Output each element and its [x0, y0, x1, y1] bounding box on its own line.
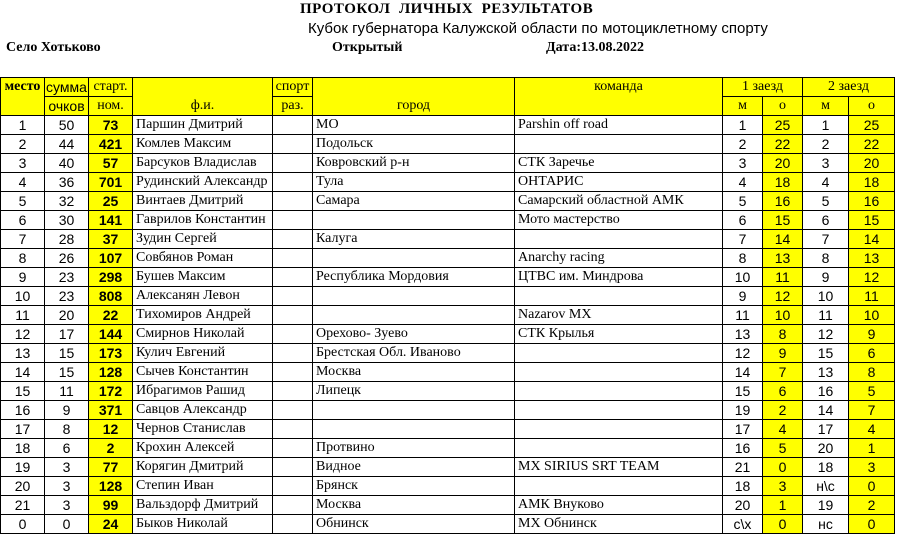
place-cell: 10 [1, 287, 45, 306]
col-race2-header: 2 заезд [803, 78, 895, 97]
race1-points-cell: 9 [763, 344, 803, 363]
place-cell: 8 [1, 249, 45, 268]
race1-points-cell: 10 [763, 306, 803, 325]
col-sum-header-1: сумма [46, 79, 87, 95]
col-city-header: город [313, 78, 515, 116]
points-total-cell: 15 [45, 363, 89, 382]
points-total-cell: 11 [45, 382, 89, 401]
race2-position-cell: 19 [803, 496, 849, 515]
start-number-cell: 421 [89, 135, 133, 154]
table-row [1, 230, 895, 249]
sport-rank-cell [273, 344, 313, 363]
race2-points-cell: 25 [849, 116, 895, 135]
col-race2-points-header: о [849, 97, 895, 116]
rider-name-cell: Комлев Максим [133, 135, 273, 154]
race1-position-cell: 5 [723, 192, 763, 211]
points-total-cell: 30 [45, 211, 89, 230]
city-cell: Самара [313, 192, 515, 211]
event-date [546, 40, 644, 56]
place-cell: 13 [1, 344, 45, 363]
col-sum-header-2: очков [45, 97, 89, 116]
place-cell: 5 [1, 192, 45, 211]
place-cell: 11 [1, 306, 45, 325]
team-cell [515, 382, 723, 401]
city-cell [313, 306, 515, 325]
city-cell: Калуга [313, 230, 515, 249]
place-cell: 3 [1, 154, 45, 173]
team-cell [515, 344, 723, 363]
race2-position-cell: 6 [803, 211, 849, 230]
race2-points-cell: 4 [849, 420, 895, 439]
rider-name-cell: Смирнов Николай [133, 325, 273, 344]
points-total-cell: 40 [45, 154, 89, 173]
city-cell: МО [313, 116, 515, 135]
col-start-header-2: ном. [89, 97, 133, 116]
race2-points-cell: 20 [849, 154, 895, 173]
col-race1-position-header: м [723, 97, 763, 116]
race2-position-cell: 16 [803, 382, 849, 401]
rider-name-cell: Вальздорф Дмитрий [133, 496, 273, 515]
rider-name-cell: Паршин Дмитрий [133, 116, 273, 135]
col-team-header: команда [515, 78, 723, 116]
rider-name-cell: Зудин Сергей [133, 230, 273, 249]
rider-name-cell: Быков Николай [133, 515, 273, 534]
start-number-cell: 12 [89, 420, 133, 439]
place-cell: 4 [1, 173, 45, 192]
race1-points-cell: 22 [763, 135, 803, 154]
race2-points-cell: 11 [849, 287, 895, 306]
team-cell [515, 439, 723, 458]
sport-rank-cell [273, 154, 313, 173]
race1-points-cell: 15 [763, 211, 803, 230]
race2-points-cell: 7 [849, 401, 895, 420]
race2-position-cell: 20 [803, 439, 849, 458]
race2-points-cell: 5 [849, 382, 895, 401]
col-place-header: место [1, 78, 45, 116]
rider-name-cell: Тихомиров Андрей [133, 306, 273, 325]
place-cell: 17 [1, 420, 45, 439]
race1-position-cell: 4 [723, 173, 763, 192]
place-cell: 1 [1, 116, 45, 135]
city-cell: Тула [313, 173, 515, 192]
start-number-cell: 141 [89, 211, 133, 230]
city-cell: Видное [313, 458, 515, 477]
city-cell: Москва [313, 363, 515, 382]
race2-points-cell: 10 [849, 306, 895, 325]
sport-rank-cell [273, 230, 313, 249]
race1-position-cell: 14 [723, 363, 763, 382]
rider-name-cell: Степин Иван [133, 477, 273, 496]
place-cell: 20 [1, 477, 45, 496]
points-total-cell: 26 [45, 249, 89, 268]
race2-points-cell: 2 [849, 496, 895, 515]
city-cell: Обнинск [313, 515, 515, 534]
sport-rank-cell [273, 420, 313, 439]
points-total-cell: 6 [45, 439, 89, 458]
sport-rank-cell [273, 306, 313, 325]
start-number-cell: 37 [89, 230, 133, 249]
rider-name-cell: Барсуков Владислав [133, 154, 273, 173]
table-row [1, 496, 895, 515]
race1-position-cell: 15 [723, 382, 763, 401]
race1-points-cell: 0 [763, 458, 803, 477]
points-total-cell: 20 [45, 306, 89, 325]
table-row [1, 249, 895, 268]
race1-position-cell: 19 [723, 401, 763, 420]
race2-position-cell: 8 [803, 249, 849, 268]
race1-points-cell: 8 [763, 325, 803, 344]
race2-position-cell: 9 [803, 268, 849, 287]
sport-rank-cell [273, 135, 313, 154]
table-row [1, 420, 895, 439]
start-number-cell: 99 [89, 496, 133, 515]
points-total-cell: 23 [45, 287, 89, 306]
race2-points-cell: 16 [849, 192, 895, 211]
sport-rank-cell [273, 496, 313, 515]
team-cell [515, 287, 723, 306]
competition-name: Кубок губернатора Калужской области по мотоциклетному спорту [308, 20, 768, 37]
venue: Село Хотьково [6, 40, 101, 55]
points-total-cell: 9 [45, 401, 89, 420]
team-cell [515, 401, 723, 420]
race1-position-cell: 16 [723, 439, 763, 458]
table-row [1, 401, 895, 420]
race1-points-cell: 5 [763, 439, 803, 458]
city-cell: Брестская Обл. Иваново [313, 344, 515, 363]
header-row-1 [1, 78, 895, 97]
col-race1-points-header: о [763, 97, 803, 116]
team-cell [515, 135, 723, 154]
city-cell [313, 287, 515, 306]
city-cell [313, 211, 515, 230]
place-cell: 2 [1, 135, 45, 154]
place-cell: 12 [1, 325, 45, 344]
start-number-cell: 57 [89, 154, 133, 173]
race1-points-cell: 4 [763, 420, 803, 439]
team-cell: Anarchy racing [515, 249, 723, 268]
team-cell: ОНТАРИС [515, 173, 723, 192]
race2-points-cell: 1 [849, 439, 895, 458]
sport-rank-cell [273, 477, 313, 496]
table-row [1, 154, 895, 173]
rider-name-cell: Винтаев Дмитрий [133, 192, 273, 211]
city-cell [313, 420, 515, 439]
race2-position-cell: 18 [803, 458, 849, 477]
race1-position-cell: 13 [723, 325, 763, 344]
race1-points-cell: 18 [763, 173, 803, 192]
start-number-cell: 173 [89, 344, 133, 363]
race2-points-cell: 3 [849, 458, 895, 477]
col-race2-position-header: м [803, 97, 849, 116]
start-number-cell: 77 [89, 458, 133, 477]
city-cell: Ковровский р-н [313, 154, 515, 173]
team-cell: Самарский областной АМК [515, 192, 723, 211]
race1-position-cell: 12 [723, 344, 763, 363]
points-total-cell: 3 [45, 496, 89, 515]
place-cell: 19 [1, 458, 45, 477]
start-number-cell: 701 [89, 173, 133, 192]
sport-rank-cell [273, 287, 313, 306]
race2-position-cell: 7 [803, 230, 849, 249]
rider-name-cell: Бушев Максим [133, 268, 273, 287]
col-rank-header-2: раз. [273, 97, 313, 116]
place-cell: 14 [1, 363, 45, 382]
rider-name-cell: Чернов Станислав [133, 420, 273, 439]
race2-position-cell: 5 [803, 192, 849, 211]
team-cell: Nazarov MX [515, 306, 723, 325]
sport-rank-cell [273, 439, 313, 458]
race1-points-cell: 14 [763, 230, 803, 249]
place-cell: 18 [1, 439, 45, 458]
place-cell: 6 [1, 211, 45, 230]
document-title: ПРОТОКОЛ ЛИЧНЫХ РЕЗУЛЬТАТОВ [300, 1, 594, 17]
race2-position-cell: нс [803, 515, 849, 534]
race1-position-cell: 17 [723, 420, 763, 439]
race1-position-cell: 10 [723, 268, 763, 287]
race2-points-cell: 15 [849, 211, 895, 230]
race1-points-cell: 20 [763, 154, 803, 173]
start-number-cell: 107 [89, 249, 133, 268]
sport-rank-cell [273, 173, 313, 192]
sport-rank-cell [273, 325, 313, 344]
table-row [1, 135, 895, 154]
sport-rank-cell [273, 515, 313, 534]
city-cell [313, 401, 515, 420]
race2-points-cell: 18 [849, 173, 895, 192]
race2-position-cell: 12 [803, 325, 849, 344]
city-cell: Брянск [313, 477, 515, 496]
place-cell: 16 [1, 401, 45, 420]
results-table [0, 77, 895, 534]
place-cell: 9 [1, 268, 45, 287]
race1-position-cell: 11 [723, 306, 763, 325]
race2-points-cell: 9 [849, 325, 895, 344]
city-cell: Республика Мордовия [313, 268, 515, 287]
race2-position-cell: 15 [803, 344, 849, 363]
start-number-cell: 2 [89, 439, 133, 458]
rider-name-cell: Кулич Евгений [133, 344, 273, 363]
col-start-header-1: старт. [89, 78, 133, 97]
race1-points-cell: 0 [763, 515, 803, 534]
race2-points-cell: 14 [849, 230, 895, 249]
table-row [1, 382, 895, 401]
start-number-cell: 298 [89, 268, 133, 287]
place-cell: 0 [1, 515, 45, 534]
points-total-cell: 50 [45, 116, 89, 135]
start-number-cell: 25 [89, 192, 133, 211]
points-total-cell: 8 [45, 420, 89, 439]
points-total-cell: 15 [45, 344, 89, 363]
race1-points-cell: 12 [763, 287, 803, 306]
race2-points-cell: 22 [849, 135, 895, 154]
race2-position-cell: 1 [803, 116, 849, 135]
rider-name-cell: Крохин Алексей [133, 439, 273, 458]
team-cell: СТК Крылья [515, 325, 723, 344]
race1-position-cell: 20 [723, 496, 763, 515]
date-value: 13.08.2022 [580, 40, 644, 55]
rider-name-cell: Корягин Дмитрий [133, 458, 273, 477]
start-number-cell: 144 [89, 325, 133, 344]
team-cell: Мото мастерство [515, 211, 723, 230]
rider-name-cell: Сычев Константин [133, 363, 273, 382]
race1-points-cell: 7 [763, 363, 803, 382]
rider-name-cell: Савцов Александр [133, 401, 273, 420]
race1-points-cell: 13 [763, 249, 803, 268]
col-rank-header-1: спорт [273, 78, 313, 97]
race1-points-cell: 6 [763, 382, 803, 401]
points-total-cell: 44 [45, 135, 89, 154]
team-cell: ЦТВС им. Миндрова [515, 268, 723, 287]
team-cell [515, 363, 723, 382]
col-name-header: ф.и. [133, 78, 273, 116]
city-cell: Протвино [313, 439, 515, 458]
points-total-cell: 36 [45, 173, 89, 192]
race2-points-cell: 0 [849, 515, 895, 534]
race2-position-cell: 4 [803, 173, 849, 192]
race2-points-cell: 6 [849, 344, 895, 363]
table-row [1, 306, 895, 325]
race2-position-cell: 14 [803, 401, 849, 420]
sport-rank-cell [273, 401, 313, 420]
place-cell: 7 [1, 230, 45, 249]
race1-position-cell: 21 [723, 458, 763, 477]
points-total-cell: 3 [45, 477, 89, 496]
race2-position-cell: 13 [803, 363, 849, 382]
start-number-cell: 128 [89, 477, 133, 496]
rider-name-cell: Ибрагимов Рашид [133, 382, 273, 401]
sport-rank-cell [273, 382, 313, 401]
rider-name-cell: Алексанян Левон [133, 287, 273, 306]
sport-rank-cell [273, 363, 313, 382]
race1-points-cell: 2 [763, 401, 803, 420]
rider-name-cell: Рудинский Александр [133, 173, 273, 192]
sport-rank-cell [273, 192, 313, 211]
table-row [1, 363, 895, 382]
team-cell: MX SIRIUS SRT TEAM [515, 458, 723, 477]
race1-position-cell: 6 [723, 211, 763, 230]
start-number-cell: 808 [89, 287, 133, 306]
city-cell [313, 249, 515, 268]
race1-points-cell: 1 [763, 496, 803, 515]
table-row [1, 325, 895, 344]
table-row [1, 268, 895, 287]
table-row [1, 515, 895, 534]
race1-position-cell: 1 [723, 116, 763, 135]
col-race1-header: 1 заезд [723, 78, 803, 97]
start-number-cell: 73 [89, 116, 133, 135]
date-label: Дата: [546, 40, 581, 55]
points-total-cell: 17 [45, 325, 89, 344]
start-number-cell: 128 [89, 363, 133, 382]
race1-points-cell: 3 [763, 477, 803, 496]
sport-rank-cell [273, 268, 313, 287]
race2-position-cell: 2 [803, 135, 849, 154]
race1-position-cell: с\х [723, 515, 763, 534]
event-type: Открытый [332, 40, 403, 55]
city-cell: Подольск [313, 135, 515, 154]
city-cell: Липецк [313, 382, 515, 401]
start-number-cell: 371 [89, 401, 133, 420]
race1-position-cell: 8 [723, 249, 763, 268]
team-cell [515, 420, 723, 439]
start-number-cell: 24 [89, 515, 133, 534]
race1-position-cell: 18 [723, 477, 763, 496]
race1-points-cell: 16 [763, 192, 803, 211]
race2-position-cell: 3 [803, 154, 849, 173]
rider-name-cell: Совбянов Роман [133, 249, 273, 268]
table-row [1, 211, 895, 230]
team-cell: АМК Внуково [515, 496, 723, 515]
table-row [1, 477, 895, 496]
race2-points-cell: 12 [849, 268, 895, 287]
sport-rank-cell [273, 116, 313, 135]
race1-points-cell: 25 [763, 116, 803, 135]
race2-position-cell: 10 [803, 287, 849, 306]
race1-points-cell: 11 [763, 268, 803, 287]
points-total-cell: 3 [45, 458, 89, 477]
team-cell: MX Обнинск [515, 515, 723, 534]
race2-position-cell: н\с [803, 477, 849, 496]
points-total-cell: 32 [45, 192, 89, 211]
points-total-cell: 23 [45, 268, 89, 287]
race2-points-cell: 13 [849, 249, 895, 268]
race2-points-cell: 8 [849, 363, 895, 382]
race1-position-cell: 3 [723, 154, 763, 173]
race2-position-cell: 11 [803, 306, 849, 325]
table-row [1, 116, 895, 135]
race1-position-cell: 2 [723, 135, 763, 154]
race1-position-cell: 9 [723, 287, 763, 306]
team-cell: СТК Заречье [515, 154, 723, 173]
start-number-cell: 172 [89, 382, 133, 401]
table-row [1, 287, 895, 306]
city-cell: Орехово- Зуево [313, 325, 515, 344]
place-cell: 15 [1, 382, 45, 401]
table-row [1, 439, 895, 458]
table-row [1, 173, 895, 192]
team-cell: Parshin off road [515, 116, 723, 135]
points-total-cell: 28 [45, 230, 89, 249]
rider-name-cell: Гаврилов Константин [133, 211, 273, 230]
table-row [1, 344, 895, 363]
race1-position-cell: 7 [723, 230, 763, 249]
start-number-cell: 22 [89, 306, 133, 325]
team-cell [515, 477, 723, 496]
city-cell: Москва [313, 496, 515, 515]
sport-rank-cell [273, 211, 313, 230]
sport-rank-cell [273, 249, 313, 268]
points-total-cell: 0 [45, 515, 89, 534]
team-cell [515, 230, 723, 249]
place-cell: 21 [1, 496, 45, 515]
table-row [1, 192, 895, 211]
table-row [1, 458, 895, 477]
race2-points-cell: 0 [849, 477, 895, 496]
race2-position-cell: 17 [803, 420, 849, 439]
sport-rank-cell [273, 458, 313, 477]
